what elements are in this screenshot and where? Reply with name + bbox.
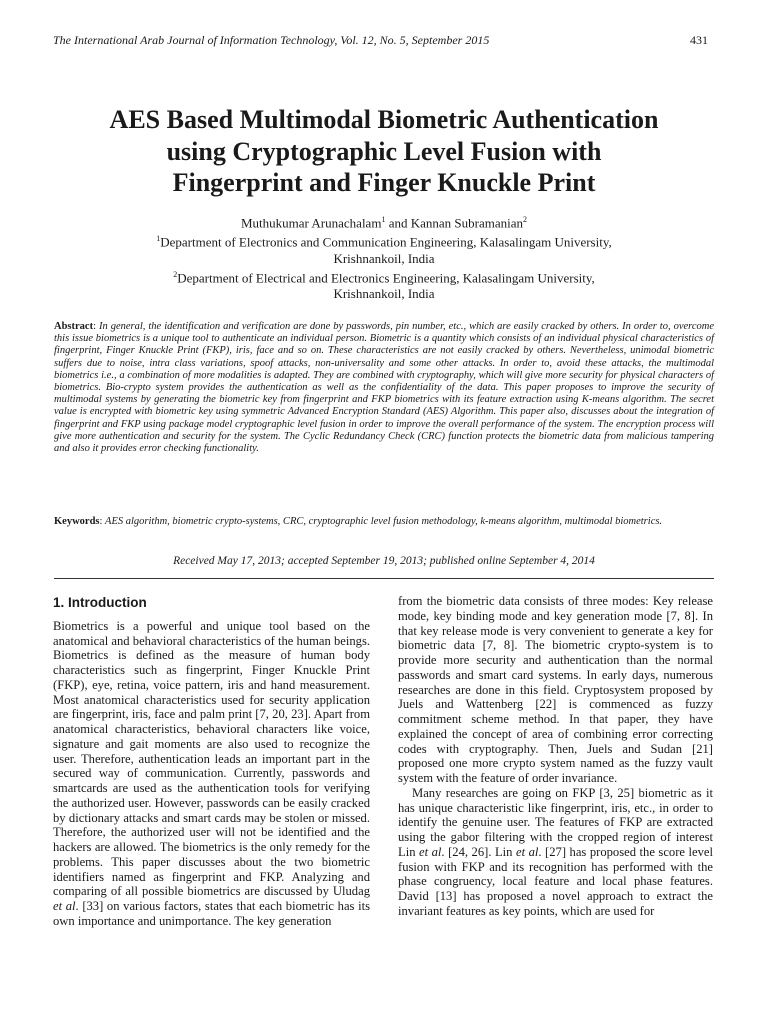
- keywords-text: AES algorithm, biometric crypto-systems, CRC, cryptographic level fusion methodology, k-means algorithm, multimodal biometrics.: [105, 516, 663, 527]
- abstract-label: Abstract: [54, 321, 94, 332]
- header-divider: [54, 578, 714, 579]
- author-2: Kannan Subramanian: [410, 215, 523, 231]
- affiliation-1-line-1: Department of Electronics and Communication Engineering, Kalasalingam University,: [160, 234, 612, 250]
- authors-block: [60, 212, 708, 302]
- title-line-2: using Cryptographic Level Fusion with: [166, 136, 602, 166]
- section-heading-introduction: 1. Introduction: [53, 595, 147, 610]
- affiliation-1-line-2: Krishnankoil, India: [333, 250, 435, 266]
- intro-paragraph-3: [398, 786, 713, 919]
- affiliation-2-sup: 2: [173, 269, 178, 279]
- affiliation-1: [60, 231, 708, 250]
- affiliation-2: [60, 267, 708, 286]
- intro-paragraph-1: [53, 619, 370, 929]
- affiliation-2-line-2: Krishnankoil, India: [333, 285, 435, 301]
- keywords: [54, 515, 714, 528]
- paper-title: [40, 104, 728, 199]
- title-line-1: AES Based Multimodal Biometric Authentication: [109, 105, 659, 134]
- keywords-label: Keywords: [54, 516, 100, 527]
- journal-citation: The International Arab Journal of Information Technology, Vol. 12, No. 5, September 2015: [53, 33, 490, 47]
- intro-p3-part-c: . [27] has proposed the score level fusion with FKP and its recognition has performed with the phase congruency, local feature and local phase features. David [13] has proposed a novel approach to extract the invariant features as key points, which are used for: [398, 844, 713, 918]
- author-1: Muthukumar Arunachalam: [241, 215, 382, 231]
- intro-paragraph-2: from the biometric data consists of three modes: Key release mode, key binding mode and key generation mode [7, 8]. In that key release mode is very convenient to generate a key for biometric data [7, 8]. The biometric crypto-system is to provide more security and authentication than the normal passwords and smart card systems. In early days, numerous researches are done in this field. Cryptosystem proposed by Juels and Wattenberg [22] is commenced as fuzzy commitment scheme method. In that paper, they have explained the concept of area of combining error correcting codes with cryptography. Then, Juels and Sudan [21] proposed one more crypto system named as the fuzzy vault system with the feature of order invariance.: [398, 594, 713, 785]
- intro-p1-part-a: Biometrics is a powerful and unique tool based on the anatomical and behavioral characteristics of the human beings. Biometrics is defined as the measure of human body characteristics such as fingerprint, Finger Knuckle Print (FKP), eye, retina, voice pattern, iris and hand measurement. Most anatomical characteristics used for security application are fingerprint, iris, face and palm print [7, 20, 23]. Apart from anatomical characteristics, behavioral characters like voice, signature and gait moments are also used to recognize the user. Therefore, authentication leads an important part in the secured way of communication. Currently, passwords and smartcards are used as the authentication tools for verifying the authorized user. However, passwords can be easily cracked by dictionary attacks and smart cards may be stolen or missed. Therefore, the authorized user will not be identified and the hackers are allowed. The biometrics is the only remedy for the problems. This paper discusses about the two biometric identifiers named as fingerprint and FKP. Analyzing and comparing of all possible biometrics are discussed by Uludag: [53, 618, 370, 899]
- intro-p3-part-b: . [24, 26]. Lin: [441, 844, 516, 859]
- page-number: 431: [690, 33, 708, 47]
- title-line-3: Fingerprint and Finger Knuckle Print: [172, 168, 596, 197]
- abstract: [54, 321, 714, 455]
- right-column: [398, 594, 713, 919]
- intro-p3-etal-2: et al: [515, 844, 539, 859]
- affiliation-2-line-1: Department of Electrical and Electronics Engineering, Kalasalingam University,: [177, 269, 595, 285]
- affiliation-1-sup: 1: [156, 234, 161, 244]
- author-conjunction: and: [385, 215, 411, 231]
- intro-p1-etal: et al: [53, 899, 76, 913]
- intro-p1-part-b: . [33] on various factors, states that each biometric has its own importance and unimportance. The key generation: [53, 899, 370, 928]
- abstract-colon: :: [93, 321, 99, 332]
- keywords-colon: :: [99, 516, 106, 527]
- author-1-sup: 1: [381, 215, 386, 224]
- intro-p3-part-a: Many researches are going on FKP [3, 25] biometric as it has unique characteristic like fingerprint, iris, etc., in order to identify the genuine user. The features of FKP are extracted using the gabor filtering with the cropped region of interest Lin: [398, 785, 713, 859]
- abstract-text: In general, the identification and verification are done by passwords, pin number, etc., which are easily cracked by others. In order to, overcome this issue biometrics is a unique tool to authenticate an individual person. Biometric is a quantity which consists of an individual physical characteristics of fingerprint, Finger Knuckle Print (FKP), iris, face and so on. These characteristics are not easily cracked by others. Nevertheless, unimodal biometric suffers due to noise, intra class variations, spoof attacks, non-universality and some other attacks. In order to, avoid these attacks, the multimodal biometrics i.e., a combination of more modalities is adapted. They are combined with cryptography, which will give more security for physical characters of biometrics. Bio-crypto system provides the authentication as well as the confidentiality of the data. This paper proposes to improve the security of multimodal systems by generating the biometric key from fingerprint and FKP biometrics with its feature extraction using K-means algorithm. The secret value is encrypted with biometric key using symmetric Advanced Encryption Standard (AES) Algorithm. This paper also, discusses about the integration of fingerprint and FKP using package model cryptographic level fusion in order to improve the overall performance of the system. The encryption process will give more authentication and security for the system. The Cyclic Redundancy Check (CRC) function protects the biometric data from malicious tampering and also it provides error checking functionality.: [54, 321, 714, 455]
- author-line: [60, 212, 708, 231]
- left-column: [53, 594, 370, 929]
- intro-p3-etal-1: et al: [419, 844, 442, 859]
- received-dates: Received May 17, 2013; accepted September 19, 2013; published online September 4, 2014: [173, 555, 595, 567]
- running-header: [53, 33, 708, 49]
- author-2-sup: 2: [523, 215, 527, 224]
